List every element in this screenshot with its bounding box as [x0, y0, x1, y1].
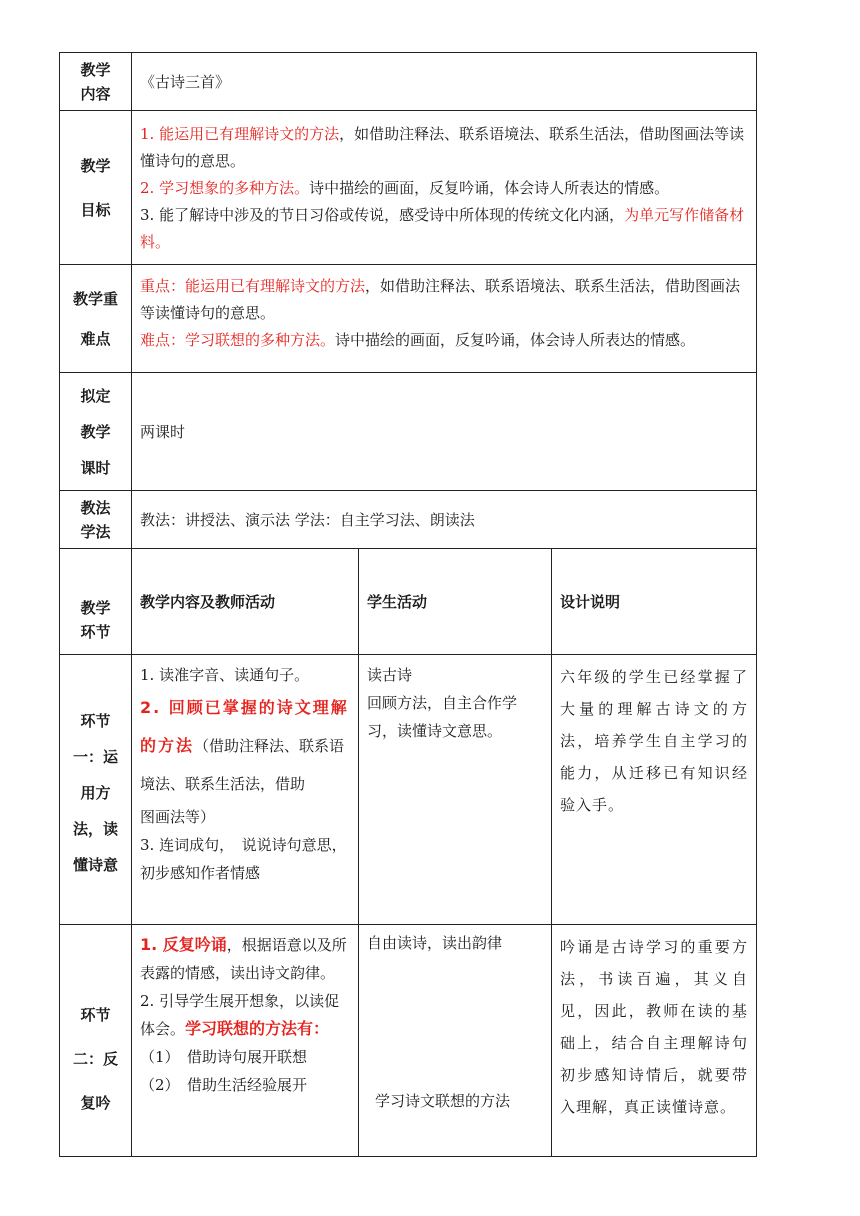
label-goals: 教学 目标 [60, 111, 132, 265]
row-goals [60, 111, 757, 265]
stage-2-step-1: 1. 反复吟诵，根据语意以及所表露的情感，读出诗文韵律。 [140, 935, 347, 982]
row-stage-2 [60, 925, 757, 1157]
col-design-header: 设计说明 [552, 549, 757, 655]
label-content: 教学 内容 [60, 53, 132, 111]
label-hours: 拟定 教学 课时 [60, 373, 132, 491]
col-teacher-header: 教学内容及教师活动 [132, 549, 359, 655]
lesson-plan-table [59, 52, 757, 1157]
stage-1-step-3: 3. 连词成句， 说说诗句意思，初步感知作者情感 [140, 836, 347, 882]
stage-2-teacher [132, 925, 359, 1157]
difficult-point: 难点：学习联想的多种方法。诗中描绘的画面，反复吟诵，体会诗人所表达的情感。 [140, 331, 696, 349]
stage-2-step-2: 2. 引导学生展开想象，以读促 [140, 992, 340, 1010]
goal-1: 1. 能运用已有理解诗文的方法，如借助注释法、联系语境法、联系生活法，借助图画法等读懂诗句的意思。 [140, 125, 745, 170]
row-key-points [60, 265, 757, 373]
stage-1-student: 读古诗 回顾方法，自主合作学习，读懂诗文意思。 [359, 655, 552, 925]
value-content [132, 53, 757, 111]
stage-2-design: 吟诵是古诗学习的重要方法，书读百遍，其义自见，因此，教师在读的基础上，结合自主理解诗句初步感知诗情后，就要带入理解，真正读懂诗意。 [552, 925, 757, 1157]
label-methods: 教法 学法 [60, 491, 132, 549]
label-stage-2: 环节 二：反 复吟 [60, 925, 132, 1157]
methods-text: 教法：讲授法、演示法 学法：自主学习法、朗读法 [140, 510, 475, 529]
stage-1-design: 六年级的学生已经掌握了大量的理解古诗文的方法，培养学生自主学习的能力，从迁移已有知识经验入手。 [552, 655, 757, 925]
goal-2: 2. 学习想象的多种方法。诗中描绘的画面，反复吟诵，体会诗人所表达的情感。 [140, 179, 670, 197]
stage-1-teacher [132, 655, 359, 925]
key-point: 重点：能运用已有理解诗文的方法，如借助注释法、联系语境法、联系生活法，借助图画法等读懂诗句的意思。 [140, 277, 741, 322]
col-student-header: 学生活动 [359, 549, 552, 655]
stage-1-step-2: 2. 回顾已掌握的诗文理解的方法（借助注释法、联系语境法、联系生活法，借助 [140, 698, 349, 793]
stage-2-student: 自由读诗，读出韵律 学习诗文联想的方法 [359, 925, 552, 1157]
value-hours [132, 373, 757, 491]
goal-3: 3. 能了解诗中涉及的节日习俗或传说，感受诗中所体现的传统文化内涵，为单元写作储备材料。 [140, 206, 745, 251]
stage-2-step-3: （1） 借助诗句展开联想 [140, 1048, 308, 1066]
lesson-plan-page [59, 52, 756, 1157]
hours-text: 两课时 [140, 422, 186, 441]
stage-1-step-2-cont: 图画法等） [140, 808, 216, 826]
row-content [60, 53, 757, 111]
value-key-points [132, 265, 757, 373]
label-key-points: 教学重 难点 [60, 265, 132, 373]
label-stage-1: 环节 一：运 用方 法，读 懂诗意 [60, 655, 132, 925]
stage-2-step-4: （2） 借助生活经验展开 [140, 1076, 308, 1094]
row-hours [60, 373, 757, 491]
value-goals [132, 111, 757, 265]
row-section-header [60, 549, 757, 655]
stage-1-step-1: 1. 读准字音、读通句子。 [140, 666, 310, 684]
value-methods [132, 491, 757, 549]
stage-2-step-2-cont: 体会。学习联想的方法有： [140, 1019, 330, 1038]
content-text: 《古诗三首》 [140, 72, 231, 91]
row-methods [60, 491, 757, 549]
row-stage-1 [60, 655, 757, 925]
label-stage: 教学 环节 [60, 549, 132, 655]
